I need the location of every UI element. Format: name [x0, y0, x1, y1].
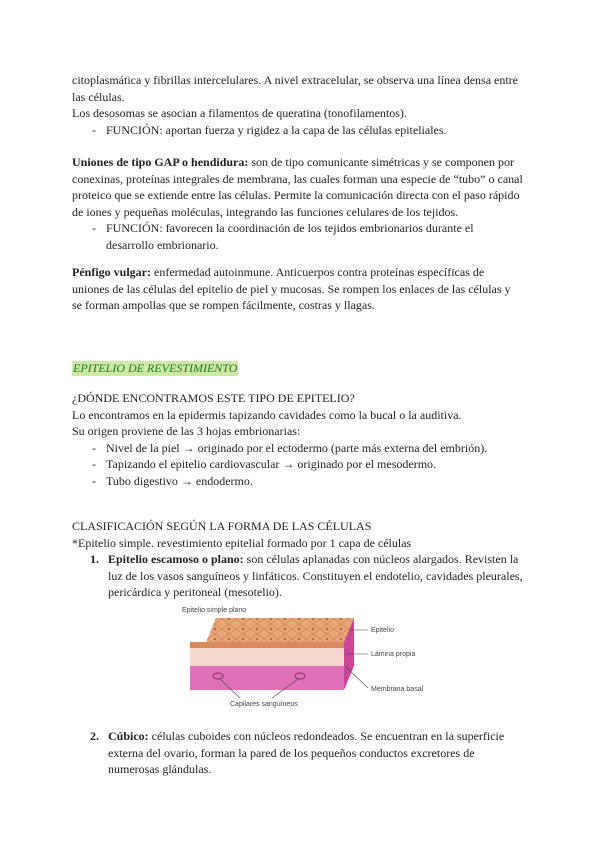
- text-line: Los desosomas se asocian a filamentos de queratina (tonofilamentos).: [72, 106, 407, 120]
- base-layer: [190, 666, 344, 690]
- text-span: son células aplanadas con núcleos alargados. Revisten la: [243, 552, 519, 566]
- text-span: son de tipo comunicante simétricas y se componen por: [248, 155, 514, 169]
- penfigo-paragraph: [72, 264, 532, 314]
- section-heading: EPITELIO DE REVESTIMIENTO: [73, 361, 238, 375]
- epithelium-layer: [190, 642, 344, 648]
- bullet-item: - Tubo digestivo → endodermo.: [72, 473, 532, 490]
- bullet-item: - FUNCIÓN: aportan fuerza y rigidez a la capa de las células epiteliales.: [72, 122, 532, 139]
- bold-term: Pénfigo vulgar:: [72, 265, 151, 279]
- bold-term: Cúbico:: [108, 729, 149, 743]
- bullet-item: - Tapizando el epitelio cardiovascular → originado por el mesodermo.: [72, 456, 532, 473]
- numbered-item: [72, 551, 532, 601]
- label-capilares: Capilares sanguíneos: [230, 701, 298, 708]
- bold-term: Uniones de tipo GAP o hendidura:: [72, 155, 249, 169]
- text-line: proteico que se extiende entre las células. Permite la comunicación directa con el paso rápido: [72, 188, 520, 202]
- label-lamina-propia: Lámina propia: [371, 651, 416, 658]
- cubico-item-container: [72, 728, 532, 778]
- text-line: [108, 551, 532, 568]
- text-line: se forman ampollas que se rompen fácilmente, costras y llagas.: [72, 298, 375, 312]
- gap-junction-paragraph: [72, 154, 532, 253]
- clasificacion-section: [72, 518, 532, 601]
- text-line: luz de los vasos sanguíneos y linfáticos. Constituyen el endotelio, cavidades pleurales,: [108, 568, 523, 583]
- text-span: células cuboides con núcleos redondeados. Se encuentran en la superficie: [148, 729, 505, 743]
- epithelium-surface: [206, 618, 354, 642]
- text-line: uniones de las células del epitelio de piel y mucosas. Se rompen los enlaces de las células y: [72, 281, 511, 296]
- leader-line: [346, 667, 368, 688]
- lamina-propria: [190, 648, 344, 666]
- label-epitelio: Epitelio: [371, 627, 394, 634]
- text-line: [72, 264, 532, 281]
- question-line: ¿DÓNDE ENCONTRAMOS ESTE TIPO DE EPITELIO?: [72, 391, 355, 405]
- text-line: numerosas glándulas.: [108, 762, 212, 776]
- text-line: citoplasmática y fibrillas intercelulares. A nivel extracelular, se observa una línea densa entre: [72, 73, 519, 87]
- item-number: 2.: [90, 729, 99, 743]
- numbered-item: [72, 728, 532, 778]
- item-number: 1.: [90, 552, 99, 566]
- epithelium-figure: [180, 604, 452, 712]
- section-heading-container: [72, 360, 532, 377]
- text-line: pericárdica y peritoneal (mesotelio).: [108, 585, 282, 599]
- text-line: las células.: [72, 89, 125, 104]
- bullet-item: - FUNCIÓN: favorecen la coordinación de los tejidos embrionarios durante el: [72, 220, 532, 237]
- text-line: Lo encontramos en la epidermis tapizando cavidades como la bucal o la auditiva.: [72, 407, 462, 422]
- text-line: [108, 728, 532, 745]
- text-span: enfermedad autoinmune. Anticuerpos contra proteínas específicas de: [151, 265, 485, 279]
- text-line: externa del ovario, forman la pared de los pequeños conductos excretores de: [108, 745, 475, 760]
- text-line: conexinas, proteínas integrales de membrana, las cuales forman una especie de “tubo” o canal: [72, 171, 523, 186]
- figure-title: Epitelio simple plano: [182, 607, 247, 614]
- epitelio-paragraph: [72, 390, 532, 489]
- bullet-continuation: desarrollo embrionario.: [106, 237, 219, 252]
- text-line: Su origen proviene de las 3 hojas embrionarias:: [72, 424, 301, 438]
- bold-term: Epitelio escamoso o plano:: [108, 552, 244, 566]
- desmosome-paragraph: [72, 72, 532, 138]
- bullet-item: - Nivel de la piel → originado por el ectodermo (parte más externa del embrión).: [72, 440, 532, 457]
- text-line: de iones y pequeñas moléculas, integrando las funciones celulares de los tejidos.: [72, 204, 459, 219]
- text-line: *Epitelio simple. revestimiento epitelial formado por 1 capa de células: [72, 535, 412, 550]
- subsection-heading: CLASIFICACIÓN SEGÚN LA FORMA DE LAS CÉLULAS: [72, 519, 372, 533]
- text-line: [72, 154, 532, 171]
- label-membrana-basal: Membrana basal: [371, 686, 424, 693]
